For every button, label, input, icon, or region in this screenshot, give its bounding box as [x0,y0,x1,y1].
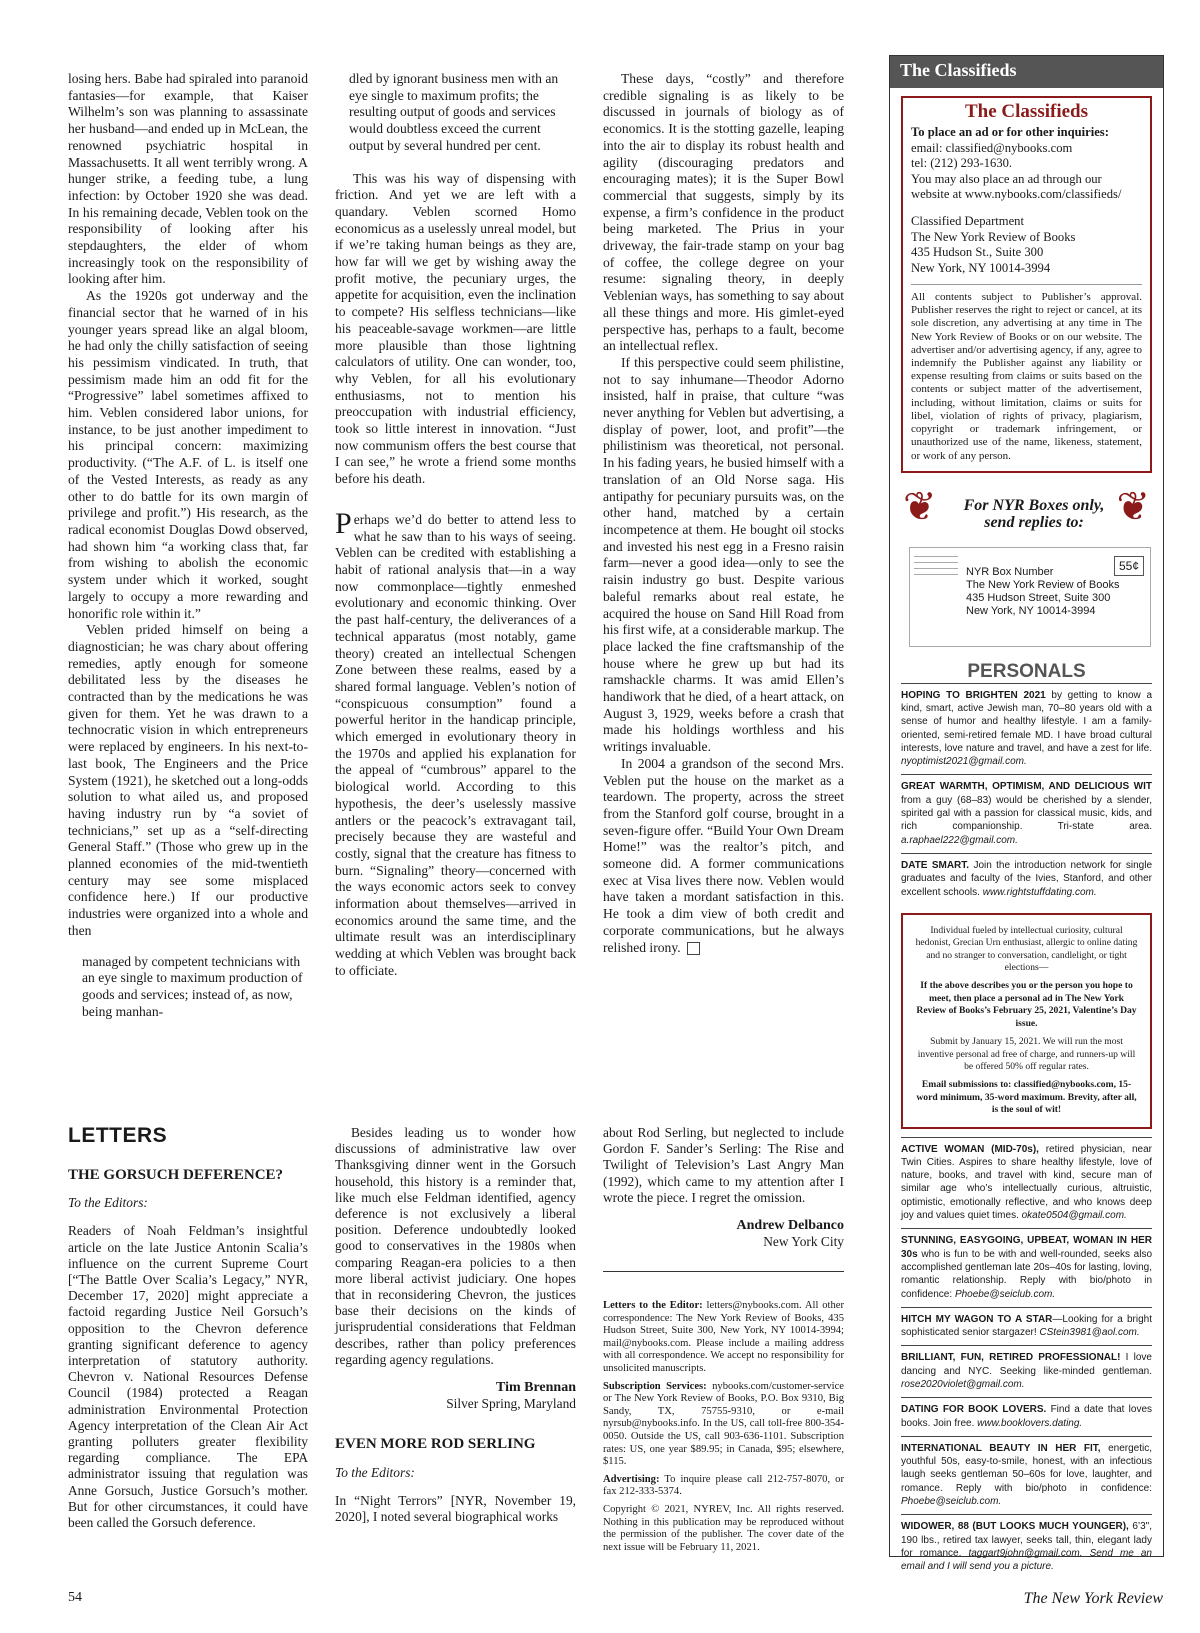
nyr-boxes [901,483,1152,657]
dept-line: New York, NY 10014-3994 [911,260,1051,275]
letter-body: In “Night Terrors” [NYR, November 19, 2020], I noted several biographical works [335,1492,576,1525]
dept-line: 435 Hudson St., Suite 300 [911,245,1044,260]
personal-ad: GREAT WARMTH, OPTIMISM, AND DELICIOUS WIT from a guy (68–83) would be cherished by a slender, spirited gal with a passion for classical music, kids, and rich companionship. Tri-state area. a.raphael222@gmail.com. [901,774,1152,852]
classifieds-email[interactable]: email: classified@nybooks.com [911,140,1073,155]
dept-line: The New York Review of Books [911,229,1076,244]
publication-name: The New York Review [1023,1590,1163,1607]
article-column-3 [603,71,844,956]
classifieds-header: The Classifieds [890,56,1163,88]
personal-ad: ACTIVE WOMAN (MID-70s), retired physician, near Twin Cities. Aspires to share healthy lifestyle, love of nature, books, and travel with kind, secure man of similar age who’s intellectually curious, altruistic, optimistic, emotionally reflective, and who knows deep joy and values quiet times. okate0504@gmail.com. [901,1137,1152,1229]
classifieds-tel: tel: (212) 293-1630. [911,156,1013,171]
personals-ads-bottom [901,1137,1152,1580]
personal-ad: HITCH MY WAGON TO A STAR—Looking for a bright sophisticated senior stargazer! CStein3981@aol.com. [901,1307,1152,1346]
dept-line: Classified Department [911,214,1024,229]
cherub-left-icon: ❦ [903,483,937,529]
letter-body: Readers of Noah Feldman’s insightful article on the late Justice Antonin Scalia’s influence on the current Supreme Court [“The Battle Over Scalia’s Legacy,” NYR, December 17, 2020] might appreciate a factoid regarding Justice Neil Gorsuch’s opposition to the Chevron deference granting significant deference to agency interpretation of statutory authority. Chevron v. National Resources Defense Council (1984) protected a Reagan administration Environmental Protection Agency interpretation of the Clean Air Act granting polluters greater flexibility regarding compliance. The EPA administrator issuing that regulation was Anne Gorsuch, Justice Gorsuch’s mother. But for other circumstances, it could have been called the Gorsuch deference. [68,1223,308,1531]
stamp: 55¢ [1114,556,1144,576]
block-quote: managed by competent technicians with an eye single to maximum production of goods and services; instead of, as now, being manhan- [82,953,303,1019]
letters-column-2 [335,1125,576,1525]
promo-text: Email submissions to: classified@nybooks.com, 15-word minimum, 35-word maximum. Brevity, after all, is the soul of wit! [916,1079,1137,1116]
paragraph: This was his way of dispensing with friction. And yet we are left with a quandary. Veblen scorned Homo economicus as a uselessly unreal model, but if we’re taking human beings as they are, how far will we get by wishing away the profit motive, the pecuniary urges, the appetite for acquisition, even the inclination to compete? His selfless technicians—like his peaceable-savage workmen—are little more plausible than those lightning calculators of utility. One can wonder, too, why Veblen, for all his evolutionary enthusiasms, not to mention his preoccupation with industrial efficiency, took so little interest in innovation. “Just now communism offers the best course that I can see,” he wrote a friend some months before his death. [335,170,576,487]
drop-cap: P [335,506,352,540]
classifieds-info-box [901,96,1152,473]
masthead-fine-print [603,1300,844,1559]
article-column-1 [68,71,308,1020]
letter-heading: EVEN MORE ROD SERLING [335,1436,536,1453]
block-quote: dled by ignorant business men with an eye single to maximum profits; the resulting output of goods and services would doubtless exceed the current output by several hundred per cent. [349,71,559,153]
classifieds-box-title: The Classifieds [965,101,1088,122]
paragraph: losing hers. Babe had spiraled into paranoid fantasies—for example, that Kaiser Wilhelm’s son was planning to assassinate her husband—and ended up in McLean, the renowned psychiatric hospital in Massachusetts. It all went terribly wrong. A hunger strike, a feeding tube, a lung infection: by October 1920 she was dead. In his remaining decade, Veblen took on the responsibility of looking after his stepdaughters, the elder of whom increasingly took on the responsibility of looking after him. [68,71,308,287]
promo-text: Individual fueled by intellectual curiosity, cultural hedonist, Grecian Urn enthusiast, allergic to online dating and no stranger to conversation, candlelight, or tight elections— [915,924,1138,974]
personal-ad: STUNNING, EASYGOING, UPBEAT, WOMAN IN HER 30s who is fun to be with and well-rounded, seeks also accomplished gentleman late 20s–40s for lasting, loving, romantic relationship. Reply with bio/photo in confidence: Phoebe@seiclub.com. [901,1228,1152,1306]
end-mark-icon [687,942,700,955]
fine-print-advertising: Advertising: To inquire please call 212-757-8070, or fax 212-333-5374. [603,1473,844,1498]
divider [911,284,1142,285]
promo-text: If the above describes you or the person you hope to meet, then place a personal ad in The New York Review of Books’s February 25, 2021, Valentine’s Day issue. [916,980,1137,1029]
letter-place: Silver Spring, Maryland [446,1396,576,1412]
cherub-right-icon: ❦ [1116,483,1150,529]
page-number: 54 [68,1590,82,1605]
salutation: To the Editors: [68,1195,148,1211]
paragraph: These days, “costly” and therefore credible signaling is as likely to be discussed in journals of biology as of economics. It is the stotting gazelle, leaping into the air to display its robust health and agility (discouraging predators and encouraging mates); it is the Super Bowl commercial that suggests, simply by its expense, a firm’s confidence in the product being marketed. The Prius in your driveway, the fair-trade stamp on your bag of coffee, the college degree on your resume: signaling theory, in deeply Veblenian ways, has something to say about all these things and more. His gimlet-eyed perspective has, perhaps to a fault, become an intellectual reflex. [603,71,844,354]
personal-ad: BRILLIANT, FUN, RETIRED PROFESSIONAL! I love dancing and NYC. Seeking like-minded gentleman. rose2020violet@gmail.com. [901,1345,1152,1397]
personals-ads-top [901,683,1152,905]
nyr-boxes-header: For NYR Boxes only, send replies to: [963,496,1105,531]
valentines-promo-box [901,913,1152,1129]
personal-ad: WIDOWER, 88 (BUT LOOKS MUCH YOUNGER), 6’3", 190 lbs., retired tax lawyer, seeks tall, thin, elegant lady for romance. taggart9john@gmail.com. Send me an email and I will send you a picture. [901,1514,1152,1579]
envelope [909,547,1151,647]
salutation: To the Editors: [335,1464,415,1480]
letters-column-3 [603,1125,844,1250]
inquiries-label: To place an ad or for other inquiries: [911,125,1109,140]
envelope-lines [914,556,958,580]
letters-column-1 [68,1167,308,1531]
personal-ad: INTERNATIONAL BEAUTY IN HER FIT, energetic, youthful 50s, easy-to-smile, honest, with an infectious laugh seeks gentleman 50–60s for love, laughter, and romance. Reply with bio/photo in confidence: Phoebe@seiclub.com. [901,1436,1152,1514]
letters-section-title: LETTERS [68,1124,168,1147]
fine-print-subscriptions: Subscription Services: nybooks.com/customer-service or The New York Review of Books, P.O. Box 9310, Big Sandy, TX, 75755-9310, or e-mail nyrsub@nybooks.info. In the US, call toll-free 800-354-0050. Outside the US, call 903-636-1101. Subscription rates: US, one year $89.95; in Canada, $95; elsewhere, $115. [603,1380,844,1468]
promo-text: Submit by January 15, 2021. We will run the most inventive personal ad free of charge, and runners-up will be offered 50% off regular rates. [917,1036,1136,1072]
personal-ad: DATING FOR BOOK LOVERS. Find a date that loves books. Join free. www.booklovers.dating. [901,1397,1152,1436]
fine-print-copyright: Copyright © 2021, NYREV, Inc. All rights reserved. Nothing in this publication may be reproduced without the permission of the publisher. The cover date of the next issue will be February 11, 2021. [603,1503,844,1553]
personal-ad: DATE SMART. Join the introduction network for single graduates and faculty of the Ivies, Stanford, and other excellent schools. www.rightstuffdating.com. [901,853,1152,905]
letter-heading: THE GORSUCH DEFERENCE? [68,1167,284,1183]
classifieds-sidebar [889,55,1164,1573]
letter-body: about Rod Serling, but neglected to include Gordon F. Sander’s Serling: The Rise and Twilight of Television’s Last Angry Man (1992), which came to my attention after I wrote the piece. I regret the omission. [603,1125,844,1205]
letter-signer: Andrew Delbanco [736,1218,844,1234]
paragraph: As the 1920s got underway and the financial sector that he warned of in his younger years spread like an algal bloom, he had only the chilly satisfaction of seeing his pessimism vindicated. In truth, that pessimism made him an odd fit for the “Progressive” label sometimes affixed to him. Veblen considered labor unions, for instance, to be just another impediment to his principal concern: maximizing productivity. (“The A.F. of L. is itself one of the Vested Interests, as ready as any other to do battle for its own margin of privilege and profit.”) His research, as the radical economist Douglas Dowd observed, had shown him “a working class that, far from wishing to abolish the economic system under which it worked, sought largely to occupy a more rewarding and honorific role within it.” [68,288,308,621]
article-column-2 [335,71,576,980]
paragraph-dropcap: Perhaps we’d do better to attend less to what he saw than to his ways of seeing. Veblen can be credited with establishing a habit of rational analysis that—in a way now commonplace—tightly enmeshed evolutionary and economic thinking. Over the past half-century, the deliverances of a technical apparatus (most notably, game theory) created an intellectual Schengen Zone between these realms, eased by a shared formal language. Veblen’s notion of “conspicuous consumption” found a powerful heritor in the handicap principle, which emerged in evolutionary theory in the 1970s and applied his explanation for the appeal of “cumbrous” apparel to the biological world. According to this hypothesis, the deer’s uselessly massive antlers or the peacock’s extravagant tail, precisely because they are wasteful and costly, signal that the creature has fitness to burn. “Signaling” theory—concerned with the ways economic actors seek to convey information about themselves—arrived in economics around the same time, and the ultimate result was an interdisciplinary wedding at which Veblen was brought back to officiate. [335,506,576,978]
letter-signer: Tim Brennan [495,1380,576,1396]
paragraph: Veblen prided himself on being a diagnostician; he was chary about offering remedies, aptly enough for someone debilitated less by the diseases he contracted than by the medications he was given for them. Yet he was drawn to a technocratic vision in which entrepreneurs were replaced by engineers. In his next-to-last book, The Engineers and the Price System (1921), he sketched out a long-odds solution to what ailed us, and proposed having industry run by “a soviet of technicians,” set up as a “self-directing General Staff.” (Those who grew up in the planned economies of the mid-twentieth century may see some misplaced confidence here.) If our productive industries were organized into a whole and then [68,622,308,938]
fine-print-letters: Letters to the Editor: letters@nybooks.com. All other correspondence: The New York Review of Books, 435 Hudson Street, Suite 300, New York, NY 10014-3994; mail@nybooks.com. Please include a mailing address with all correspondence. We accept no responsibility for unsolicited manuscripts. [603,1300,844,1374]
personal-ad: HOPING TO BRIGHTEN 2021 by getting to know a kind, smart, active Jewish man, 70–80 years old with a sense of humor and healthy lifestyle. I am a family-oriented, semi-retired female MD. I have broad cultural interests, love nature and travel, and have a zest for life. nyoptimist2021@gmail.com. [901,683,1152,775]
paragraph: In 2004 a grandson of the second Mrs. Veblen put the house on the market as a teardown. The property, across the street from the Stanford golf course, brought in a seven-figure offer. “Build Your Own Dream Home!” was the realtor’s pitch, and someone did. A former communications exec at Visa lives there now. Veblen would have taken a mordant satisfaction in this. He took a dim view of both credit and corporate communications, but he always relished irony. [603,755,844,955]
personals-title: PERSONALS [967,660,1086,682]
envelope-address: NYR Box Number The New York Review of Books 435 Hudson Street, Suite 300 New York, NY 10014-3994 [966,565,1120,617]
divider [603,1271,844,1272]
classifieds-web[interactable]: You may also place an ad through our website at www.nybooks.com/classifieds/ [911,171,1122,202]
letter-place: New York City [763,1234,844,1250]
paragraph: If this perspective could seem philistine, not to say inhumane—Theodor Adorno insisted, half in praise, that culture “was never anything for Veblen but advertising, a display of power, loot, and profit”—the philistinism was theoretical, not personal. In his fading years, he busied himself with a translation of an Old Norse saga. His antipathy for pecuniary pursuits was, on the other hand, matched by a certain incompetence at them. He bought oil stocks and invested his nest egg in a Fresno raisin farm—never a good idea—only to see the raisin industry go bust. Despite various baleful remarks about real estate, he acquired the house on Sand Hill Road from his first wife, at a considerable markup. The place lacked the fine craftsmanship of the house where he grew up but had its ramshackle charms. It was amid Ellen’s handiwork that he died, of a heart attack, on August 3, 1929, weeks before a crash that made his holdings worthless and his writings invaluable. [603,354,844,755]
letter-body: Besides leading us to wonder how discussions of administrative law over Thanksgiving dinner went in the Gorsuch household, this history is a reminder that, like much else Feldman identified, agency deference is not exclusively a liberal position. Deference undoubtedly looked good to conservatives in the 1980s when comparing Reagan-era policies to a then more liberal activist judiciary. One hopes that in reconsidering Chevron, the justices base their decisions on the kinds of jurisprudential considerations that Feldman describes, rather than policy preferences regarding agency regulations. [335,1125,576,1367]
classifieds-fine-print: All contents subject to Publisher’s approval. Publisher reserves the right to reject or cancel, at its sole discretion, any advertising at any time in The New York Review of Books or on our website. The advertiser and/or advertising agency, if any, agree to indemnify the Publisher against any liability or expense resulting from claims or suits based on the contents or subject matter of the advertisement, including, without limitation, claims or suits for libel, violation of rights of privacy, plagiarism, copyright or trademark infringement, or unauthorized use of the name, likeness, statement, or work of any person. [911,291,1142,462]
